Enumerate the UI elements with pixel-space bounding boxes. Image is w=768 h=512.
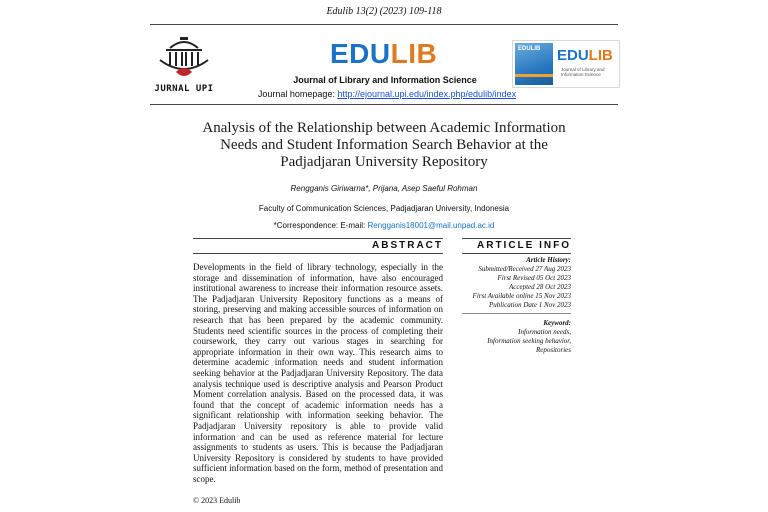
cover-part-lib: LIB: [588, 47, 613, 64]
keyword-item: Repositories: [536, 346, 571, 354]
history-item: First Revised 05 Oct 2023: [497, 274, 571, 282]
cover-subtitle: Journal of Library and Information Science: [561, 67, 605, 78]
masthead-rule: [150, 104, 618, 105]
keyword-item: Information needs,: [518, 328, 571, 336]
cover-image: [515, 43, 553, 85]
authors: Rengganis Giriwarna*, Prijana, Asep Saeful Rohman: [290, 184, 478, 193]
affiliation: Faculty of Communication Sciences, Padjadjaran University, Indonesia: [258, 204, 510, 213]
running-head: Edulib 13(2) (2023) 109-118: [326, 6, 442, 17]
title-line-1: Analysis of the Relationship between Academic Information: [202, 120, 566, 136]
article-info-heading: ARTICLE INFO: [477, 240, 571, 251]
cover-brand: [557, 47, 613, 64]
correspondence-label: *Correspondence: E-mail:: [273, 221, 368, 230]
cover-stripe: [515, 74, 553, 77]
article-title: [150, 120, 618, 171]
homepage-label: Journal homepage:: [257, 89, 338, 99]
correspondence-email[interactable]: Rengganis18001@mail.unpad.ac.id: [367, 221, 495, 230]
building-dome-icon: [156, 34, 212, 82]
brand-part-lib: LIB: [390, 38, 438, 69]
abstract-body: Developments in the field of library technology, especially in the storage and dissemination of information, have also encouraged institutional awareness to increase their information resource assets. The Padjadjaran University Repository functions as a means of storing, preserving and making accessible sources of information on research that has been prepared by the academic community. Students need scientific sources in the process of completing their coursework, they carry out various stages in searching for appropriate information in their own way. This research aims to determine academic information needs and student information seeking behavior at the Padjadjaran University Repository. The data analysis technique used is descriptive analysis and Pearson Product Moment correlation analysis. Based on the processed data, it was found that the concept of academic information needs has a significant relationship with information seeking behavior. The Padjadjaran University repository is able to provide valid information and can be used as reference material for lecture assignments to students as users. This is because the Padjadjaran University Repository is considered by students to have provided sufficient information based on the form, method of presentation and scope.: [193, 262, 443, 484]
journal-homepage: [232, 89, 542, 99]
keyword-item: Information seeking behavior,: [487, 337, 571, 345]
info-separator-rule: [462, 313, 571, 314]
abstract-heading: ABSTRACT: [372, 240, 443, 251]
history-item: Publication Date 1 Nov 2023: [488, 301, 571, 309]
jurnal-upi-text: JURNAL UPI: [154, 84, 214, 94]
info-bottom-rule: [462, 253, 571, 254]
journal-name: Journal of Library and Information Science: [293, 75, 477, 85]
article-history: [452, 256, 571, 310]
homepage-link[interactable]: http://ejournal.upi.edu/index.php/edulib/index: [337, 89, 517, 99]
cover-thumb-text: EDULIB: [518, 46, 541, 52]
history-item: First Available online 15 Nov 2023: [472, 292, 571, 300]
brand-part-edu: EDU: [330, 38, 391, 69]
keyword-label: Keyword:: [543, 319, 571, 327]
history-item: Accepted 28 Oct 2023: [508, 283, 571, 291]
history-item: Submitted/Received 27 Aug 2023: [478, 265, 571, 273]
edulib-brand: [330, 38, 437, 70]
history-label: Article History:: [526, 256, 571, 264]
title-line-3: Padjadjaran University Repository: [280, 154, 488, 170]
title-line-2: Needs and Student Information Search Behavior at the: [220, 137, 548, 153]
abstract-bottom-rule: [193, 253, 443, 254]
header-rule: [150, 24, 618, 25]
copyright: © 2023 Edulib: [193, 496, 241, 505]
abstract-top-rule: [193, 238, 443, 239]
jurnal-upi-logo: [146, 34, 222, 96]
cover-part-edu: EDU: [557, 47, 589, 64]
info-top-rule: [462, 238, 571, 239]
correspondence: [200, 221, 568, 230]
keywords: [452, 319, 571, 355]
journal-cover-thumbnail: [512, 40, 620, 88]
